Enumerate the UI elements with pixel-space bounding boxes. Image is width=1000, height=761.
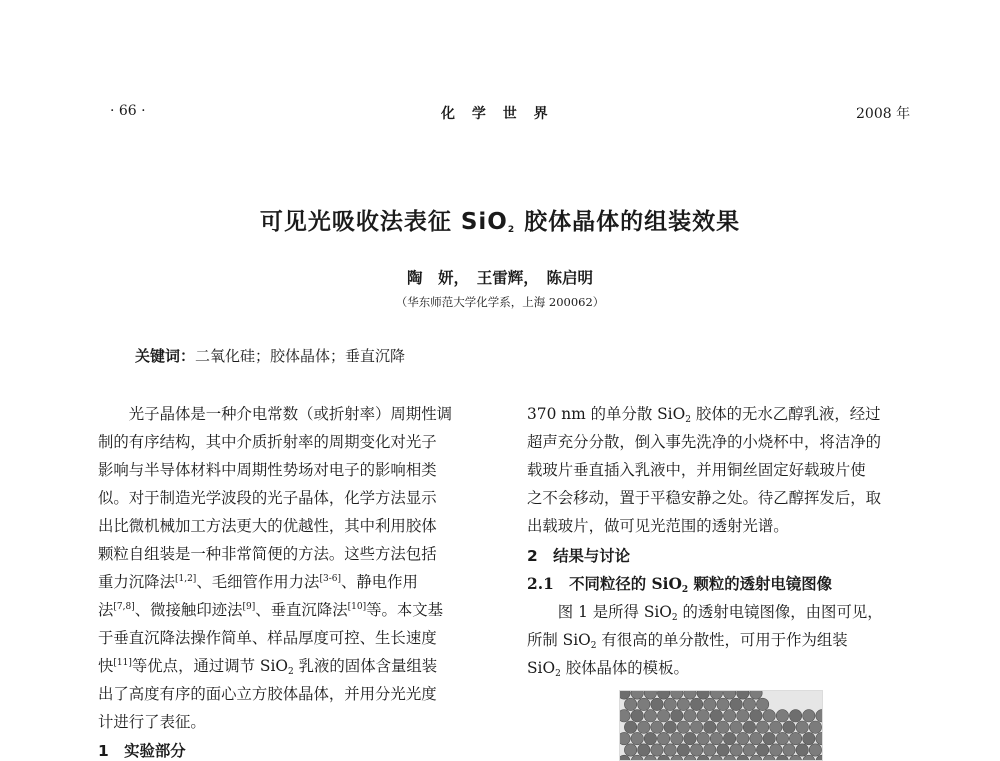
silica-particle [710,732,722,744]
silica-particle [677,744,689,756]
silica-particle [756,721,768,733]
silica-particle [723,732,735,744]
silica-particle [816,732,822,744]
silica-particle [743,698,755,710]
silica-particle [750,710,762,722]
text-line: 370 nm 的单分散 SiO$_2$ 胶体的无水乙醇乳液，经过 [527,405,881,425]
silica-particle [651,698,663,710]
text-line: 于垂直沉降法操作简单、样品厚度可控、生长速度 [98,629,437,647]
text-line: 之不会移动，置于平稳安静之处。待乙醇挥发后，取 [527,489,881,507]
silica-particle [657,732,669,744]
silica-particle [756,744,768,756]
text-line: 法[7,8]、微接触印迹法[9]、垂直沉降法[10]等。本文基 [98,601,444,619]
section-heading: 1 实验部分 [98,742,186,760]
citation: [11] [113,658,132,668]
silica-particle [677,698,689,710]
text-line: 似。对于制造光学波段的光子晶体，化学方法显示 [98,489,437,507]
silica-particle [783,721,795,733]
silica-particle [763,732,775,744]
silica-particle [684,691,696,699]
silica-particle [657,691,669,699]
keywords-text: 二氧化硅；胶体晶体；垂直沉降 [195,347,406,365]
silica-particle [723,691,735,699]
citation: [7,8] [113,602,135,612]
silica-particle [690,721,702,733]
silica-particle [704,721,716,733]
citation: [10] [347,602,367,612]
silica-particle [664,721,676,733]
text-line: 光子晶体是一种介电常数（或折射率）周期性调 [98,405,452,423]
silica-particle [664,698,676,710]
silica-particle [803,710,815,722]
silica-particle [809,744,821,756]
silica-particle [776,710,788,722]
text-line: 所制 SiO$_2$ 有很高的单分散性，可用于作为组装 [527,631,848,651]
silica-particle [717,721,729,733]
text-line: 重力沉降法[1,2]、毛细管作用力法[3-6]、静电作用 [98,573,418,591]
section-heading: 2 结果与讨论 [527,547,631,565]
silica-particle [723,710,735,722]
text-line: 出了高度有序的面心立方胶体晶体，并用分光光度 [98,685,437,703]
silica-particle [750,691,762,699]
silica-particle [620,732,630,744]
text-line: 制的有序结构，其中介质折射率的周期变化对光子 [98,433,437,451]
text-line: 图 1 是所得 SiO$_2$ 的透射电镜图像，由图可见， [527,603,883,623]
silica-particle [684,732,696,744]
text-line: 颗粒自组装是一种非常简便的方法。这些方法包括 [98,545,437,563]
silica-particle [710,710,722,722]
silica-particle [763,710,775,722]
silica-particle [796,721,808,733]
silica-particle [690,744,702,756]
silica-particle [644,691,656,699]
citation: [9] [242,602,256,612]
silica-particle [697,691,709,699]
citation: [1,2] [174,574,197,584]
silica-particle [651,744,663,756]
tem-micrograph-image [620,691,822,760]
silica-particle [717,744,729,756]
silica-particle [644,710,656,722]
text-line: 影响与半导体材料中周期性势场对电子的影响相类 [98,461,437,479]
silica-particle [697,710,709,722]
text-line: 超声充分分散，倒入事先洗净的小烧杯中，将洁净的 [527,433,881,451]
text-line: 快[11]等优点，通过调节 SiO$_2$ 乳液的固体含量组装 [98,657,438,677]
subsection-heading: 2.1 不同粒径的 SiO$_2$ 颗粒的透射电镜图像 [527,575,832,595]
page-number: · 66 · [110,103,146,119]
silica-particle [809,721,821,733]
silica-particle [631,691,643,699]
silica-particle [770,721,782,733]
affiliation: （华东师范大学化学系，上海 200062） [395,295,605,309]
text-line: 载玻片垂直插入乳液中，并用铜丝固定好载玻片使 [527,461,866,479]
silica-particle [730,744,742,756]
silica-particle [638,744,650,756]
silica-particle [737,710,749,722]
silica-particle [710,691,722,699]
keywords [135,345,405,366]
article-title: 可见光吸收法表征 SiO$_2$ 胶体晶体的组装效果 [259,209,741,235]
silica-particle [756,698,768,710]
authors: 陶 妍， 王雷辉， 陈启明 [406,269,593,287]
silica-particle [717,698,729,710]
silica-particle [651,721,663,733]
silica-particle [671,691,683,699]
silica-particle [816,710,822,722]
silica-particle [743,721,755,733]
silica-particle [704,744,716,756]
silica-particle [730,721,742,733]
silica-particle [657,710,669,722]
silica-particle [624,744,636,756]
keywords-label: 关键词： [135,347,196,365]
text-line: 计进行了表征。 [98,713,206,731]
text-line: 出比微机械加工方法更大的优越性，其中利用胶体 [98,517,437,535]
silica-particle [776,732,788,744]
silica-particle [803,732,815,744]
tem-micrograph-figure [619,690,823,761]
silica-particle [631,710,643,722]
silica-particle [789,732,801,744]
publication-year: 2008 年 [856,106,911,122]
text-line: 出载玻片，做可见光范围的透射光谱。 [527,517,789,535]
silica-particle [743,744,755,756]
silica-particle [677,721,689,733]
silica-particle [671,732,683,744]
silica-particle [684,710,696,722]
text-line: SiO$_2$ 胶体晶体的模板。 [527,659,689,679]
silica-particle [644,732,656,744]
silica-particle [730,698,742,710]
silica-particle [737,732,749,744]
silica-particle [704,698,716,710]
silica-particle [624,721,636,733]
silica-particle [796,744,808,756]
silica-particle [783,744,795,756]
silica-particle [631,732,643,744]
silica-particle [638,698,650,710]
silica-particle [770,744,782,756]
silica-particle [750,732,762,744]
silica-particle [789,710,801,722]
silica-particle [737,691,749,699]
silica-particle [664,744,676,756]
silica-particle [671,710,683,722]
silica-particle [620,691,630,699]
silica-particle [638,721,650,733]
journal-name: 化 学 世 界 [441,106,548,122]
silica-particle [620,710,630,722]
silica-particle [697,732,709,744]
citation: [3-6] [319,574,341,584]
silica-particle [624,698,636,710]
silica-particle [690,698,702,710]
